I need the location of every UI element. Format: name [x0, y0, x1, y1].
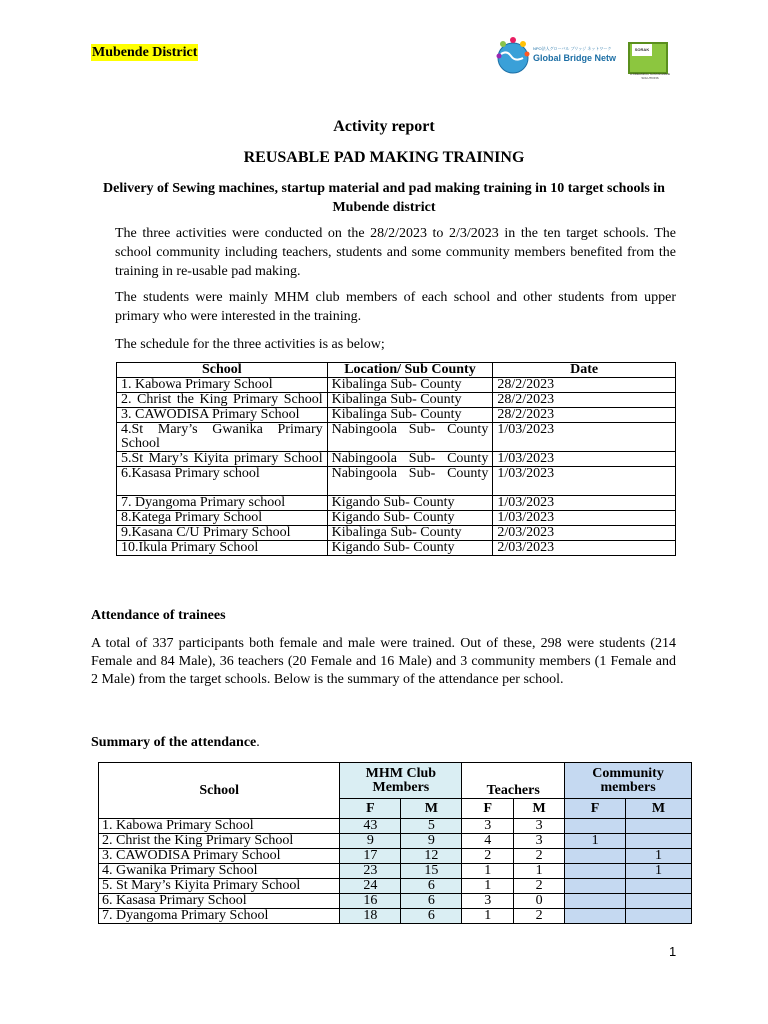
column-header: School	[117, 363, 328, 378]
mhm-f-cell: 9	[340, 834, 401, 849]
district-label: Mubende District	[92, 45, 198, 60]
sorak-logo-text: SORAK	[632, 44, 652, 56]
table-header-row	[117, 363, 676, 378]
t-f-cell: 3	[462, 819, 514, 834]
school-cell: 3. CAWODISA Primary School	[117, 408, 328, 423]
c-f-cell	[565, 849, 626, 864]
global-bridge-logo	[493, 36, 619, 80]
teachers-header: Teachers	[462, 763, 565, 799]
date-cell: 2/03/2023	[493, 541, 676, 556]
summary-heading-text: Summary of the attendance	[91, 735, 257, 750]
c-f-cell: 1	[565, 834, 626, 849]
school-cell: 3. CAWODISA Primary School	[99, 849, 340, 864]
t-f-cell: 1	[462, 909, 514, 924]
teachers-m-header: M	[514, 799, 565, 819]
mhm-f-cell: 43	[340, 819, 401, 834]
school-cell: 7. Dyangoma Primary School	[99, 909, 340, 924]
c-m-cell	[626, 834, 692, 849]
c-m-cell	[626, 879, 692, 894]
date-cell: 28/2/2023	[493, 393, 676, 408]
c-f-cell	[565, 819, 626, 834]
location-cell: Nabingoola Sub- County	[327, 467, 493, 496]
attendance-summary-table	[98, 762, 692, 924]
table-row	[117, 496, 676, 511]
c-m-cell	[626, 909, 692, 924]
mhm-f-cell: 16	[340, 894, 401, 909]
schedule-table	[116, 362, 676, 556]
community-m-header: M	[626, 799, 692, 819]
table-row	[117, 541, 676, 556]
school-cell: 6.Kasasa Primary school	[117, 467, 328, 496]
location-cell: Kigando Sub- County	[327, 511, 493, 526]
c-f-cell	[565, 909, 626, 924]
t-m-cell: 3	[514, 819, 565, 834]
mhm-m-cell: 6	[401, 879, 462, 894]
school-cell: 7. Dyangoma Primary school	[117, 496, 328, 511]
t-m-cell: 2	[514, 909, 565, 924]
table-row	[99, 849, 692, 864]
table-row	[117, 423, 676, 452]
globe-icon	[497, 37, 530, 73]
table-row	[117, 467, 676, 496]
location-cell: Kibalinga Sub- County	[327, 526, 493, 541]
mhm-m-cell: 9	[401, 834, 462, 849]
school-cell: 4.St Mary’s Gwanika Primary School	[117, 423, 328, 452]
report-subtitle: REUSABLE PAD MAKING TRAINING	[243, 149, 525, 166]
summary-heading	[91, 735, 260, 751]
mhm-f-header: F	[340, 799, 401, 819]
table-row	[117, 526, 676, 541]
table-row	[99, 879, 692, 894]
mhm-m-cell: 15	[401, 864, 462, 879]
school-cell: 6. Kasasa Primary School	[99, 894, 340, 909]
school-cell: 2. Christ the King Primary School	[117, 393, 328, 408]
date-cell: 1/03/2023	[493, 452, 676, 467]
date-cell: 1/03/2023	[493, 496, 676, 511]
school-cell: 9.Kasana C/U Primary School	[117, 526, 328, 541]
t-f-cell: 4	[462, 834, 514, 849]
date-cell: 1/03/2023	[493, 467, 676, 496]
paragraph-3: The schedule for the three activities is as below;	[115, 337, 385, 352]
school-cell: 4. Gwanika Primary School	[99, 864, 340, 879]
table-row	[99, 909, 692, 924]
column-header: Location/ Sub County	[327, 363, 493, 378]
table-row	[117, 408, 676, 423]
mhm-m-header: M	[401, 799, 462, 819]
t-m-cell: 2	[514, 879, 565, 894]
c-f-cell	[565, 864, 626, 879]
mhm-m-cell: 6	[401, 894, 462, 909]
table-row	[99, 834, 692, 849]
report-heading: Delivery of Sewing machines, startup material and pad making training in 10 target schools in Mubende district	[103, 181, 665, 215]
community-header: Community members	[565, 763, 692, 799]
location-cell: Kibalinga Sub- County	[327, 408, 493, 423]
attendance-paragraph: A total of 337 participants both female and male were trained. Out of these, 298 were students (214 Female and 84 Male), 36 teachers (20 Female and 16 Male) and 3 community members (1 Female and 2 Male) from the target schools. Below is the summary of the attendance per school.	[91, 636, 676, 687]
date-cell: 1/03/2023	[493, 511, 676, 526]
location-cell: Nabingoola Sub- County	[327, 423, 493, 452]
school-cell: 5.St Mary’s Kiyita primary School	[117, 452, 328, 467]
location-cell: Kigando Sub- County	[327, 496, 493, 511]
t-m-cell: 0	[514, 894, 565, 909]
community-f-header: F	[565, 799, 626, 819]
mhm-m-cell: 5	[401, 819, 462, 834]
school-cell: 2. Christ the King Primary School	[99, 834, 340, 849]
c-m-cell	[626, 819, 692, 834]
date-cell: 28/2/2023	[493, 378, 676, 393]
t-f-cell: 3	[462, 894, 514, 909]
table-row	[99, 894, 692, 909]
table-row	[117, 378, 676, 393]
mhm-f-cell: 23	[340, 864, 401, 879]
sorak-logo	[624, 40, 676, 80]
table-row	[99, 864, 692, 879]
c-m-cell: 1	[626, 864, 692, 879]
school-cell: 5. St Mary’s Kiyita Primary School	[99, 879, 340, 894]
table-row	[117, 393, 676, 408]
table-row	[99, 819, 692, 834]
school-cell: 10.Ikula Primary School	[117, 541, 328, 556]
location-cell: Kigando Sub- County	[327, 541, 493, 556]
date-cell: 28/2/2023	[493, 408, 676, 423]
teachers-f-header: F	[462, 799, 514, 819]
school-cell: 1. Kabowa Primary School	[99, 819, 340, 834]
mhm-m-cell: 12	[401, 849, 462, 864]
date-cell: 1/03/2023	[493, 423, 676, 452]
column-header: Date	[493, 363, 676, 378]
school-cell: 1. Kabowa Primary School	[117, 378, 328, 393]
mhm-header: MHM Club Members	[340, 763, 462, 799]
location-cell: Kibalinga Sub- County	[327, 378, 493, 393]
mhm-f-cell: 17	[340, 849, 401, 864]
logo-small-text: NPO法人グローバル ブリッジ ネットワーク	[533, 46, 612, 51]
school-cell: 8.Katega Primary School	[117, 511, 328, 526]
t-f-cell: 1	[462, 864, 514, 879]
c-m-cell: 1	[626, 849, 692, 864]
logo-text: Global Bridge Netw	[533, 53, 617, 63]
summary-heading-period: .	[256, 735, 260, 750]
mhm-f-cell: 18	[340, 909, 401, 924]
date-cell: 2/03/2023	[493, 526, 676, 541]
t-m-cell: 1	[514, 864, 565, 879]
c-f-cell	[565, 894, 626, 909]
mhm-m-cell: 6	[401, 909, 462, 924]
paragraph-1: The three activities were conducted on the 28/2/2023 to 2/3/2023 in the ten target schools. The school community including teachers, students and some community members benefited from the training in re-usable pad making.	[115, 226, 676, 279]
table-row	[117, 511, 676, 526]
c-f-cell	[565, 879, 626, 894]
sorak-logo-tagline: A DREAMING SUSTAINABLE SOLUTIONS	[629, 72, 671, 80]
attendance-heading: Attendance of trainees	[91, 608, 226, 623]
table-header-row	[99, 763, 692, 799]
mhm-f-cell: 24	[340, 879, 401, 894]
location-cell: Nabingoola Sub- County	[327, 452, 493, 467]
school-header: School	[99, 763, 340, 819]
table-row	[117, 452, 676, 467]
t-f-cell: 2	[462, 849, 514, 864]
c-m-cell	[626, 894, 692, 909]
t-m-cell: 2	[514, 849, 565, 864]
location-cell: Kibalinga Sub- County	[327, 393, 493, 408]
report-title: Activity report	[333, 118, 435, 135]
t-m-cell: 3	[514, 834, 565, 849]
t-f-cell: 1	[462, 879, 514, 894]
page-number: 1	[669, 944, 677, 959]
paragraph-2: The students were mainly MHM club members of each school and other students from upper primary who were interested in the training.	[115, 290, 676, 324]
